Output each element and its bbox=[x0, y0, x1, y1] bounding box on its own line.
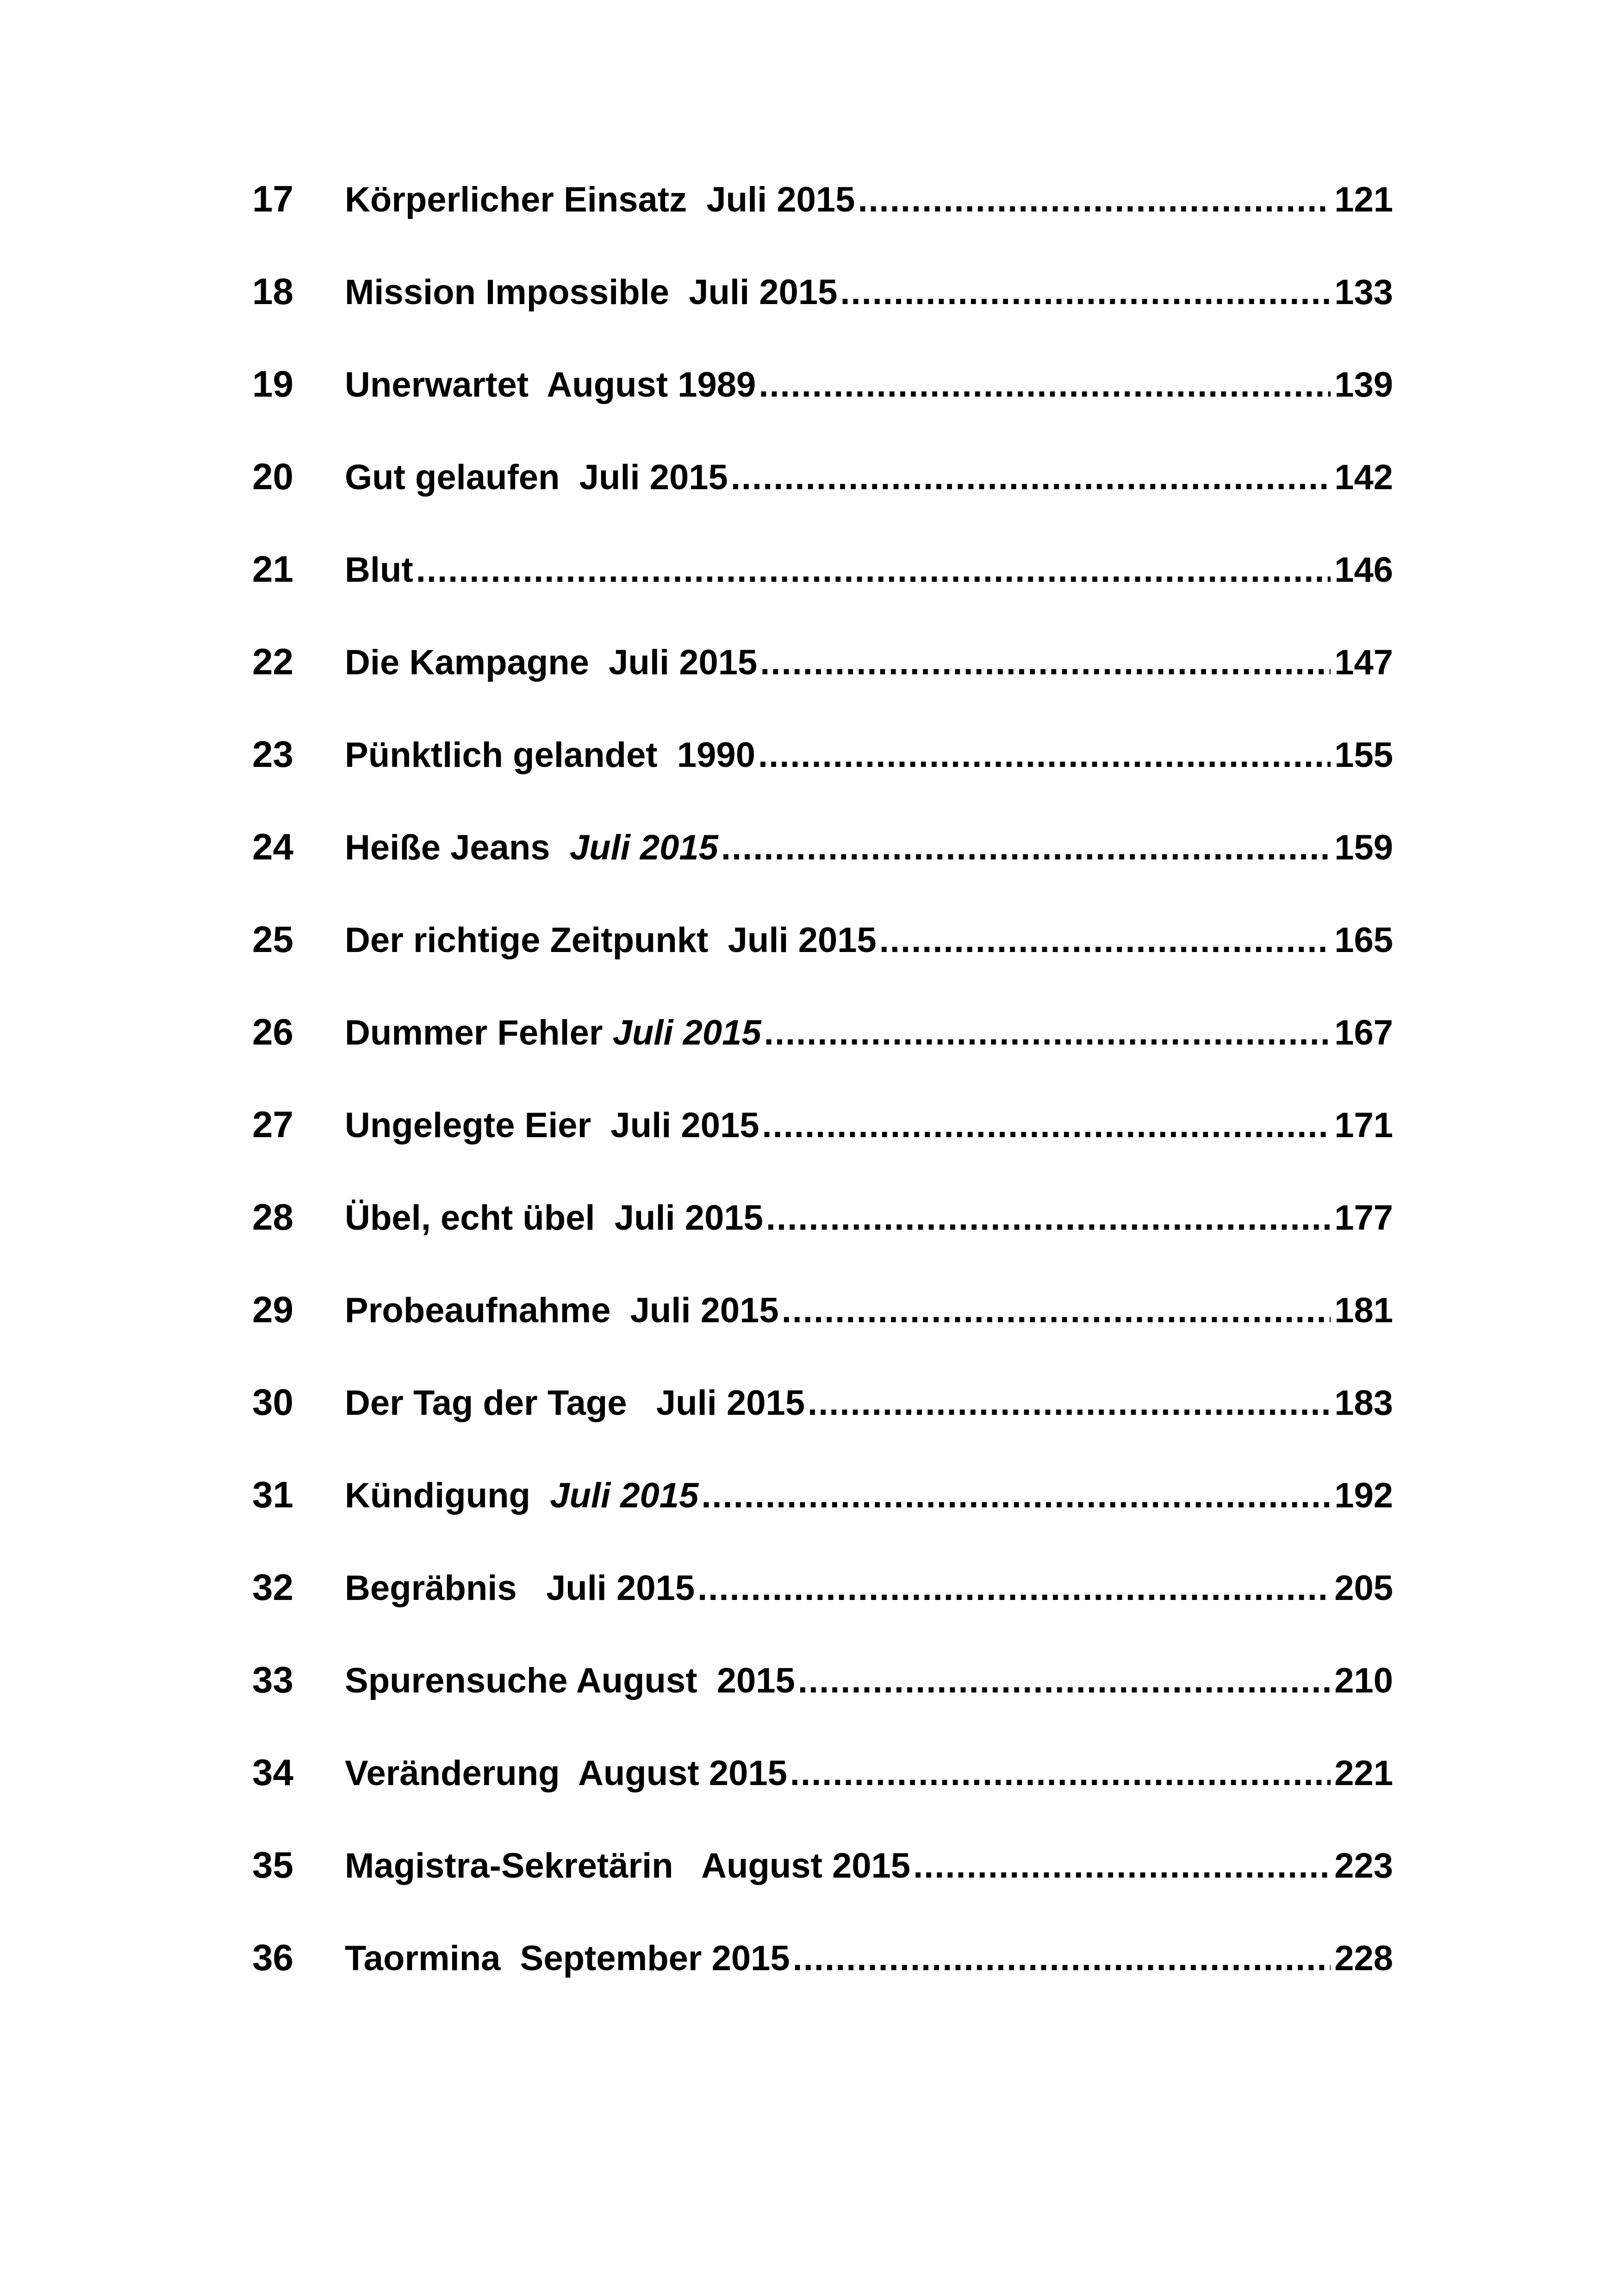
entry-date: Juli 2015 bbox=[609, 643, 758, 682]
entry-heading bbox=[345, 1558, 695, 1618]
entry-heading bbox=[345, 1281, 779, 1341]
entry-number: 25 bbox=[252, 919, 293, 960]
entry-date: August 1989 bbox=[547, 365, 756, 404]
entry-heading bbox=[345, 1188, 763, 1248]
entry-page-number: 171 bbox=[1334, 1106, 1393, 1145]
entry-number: 21 bbox=[252, 548, 293, 590]
entry-number: 30 bbox=[252, 1381, 293, 1423]
entry-title: Gut gelaufen bbox=[345, 458, 579, 497]
entry-number: 19 bbox=[252, 363, 293, 404]
entry-title: Körperlicher Einsatz bbox=[345, 180, 707, 219]
entry-heading bbox=[345, 818, 718, 878]
entry-title: Pünktlich gelandet bbox=[345, 735, 677, 775]
dot-leader bbox=[416, 540, 1331, 600]
entry-date: Juli 2015 bbox=[728, 921, 877, 960]
toc-entry bbox=[252, 1465, 1393, 1557]
entry-date: Juli 2015 bbox=[610, 1106, 759, 1145]
entry-title: Übel, echt übel bbox=[345, 1198, 615, 1238]
entry-heading bbox=[345, 1466, 698, 1526]
entry-title: Die Kampagne bbox=[345, 643, 609, 682]
entry-number: 24 bbox=[252, 826, 293, 867]
dot-leader bbox=[721, 818, 1331, 878]
entry-page-number: 147 bbox=[1334, 643, 1393, 682]
entry-heading bbox=[345, 1373, 805, 1433]
entry-page-number: 177 bbox=[1334, 1198, 1393, 1238]
entry-page-number: 142 bbox=[1334, 458, 1393, 497]
entry-title: Begräbnis bbox=[345, 1568, 546, 1608]
dot-leader bbox=[798, 1651, 1331, 1711]
entry-heading bbox=[345, 1836, 910, 1896]
entry-date: Juli 2015 bbox=[550, 1476, 699, 1515]
toc-entry bbox=[252, 169, 1393, 261]
entry-heading bbox=[345, 1743, 787, 1804]
entry-page-number: 221 bbox=[1334, 1754, 1393, 1793]
toc-entry bbox=[252, 1095, 1393, 1187]
toc-entry bbox=[252, 447, 1393, 539]
entry-heading bbox=[345, 540, 413, 600]
entry-heading bbox=[345, 910, 877, 971]
dot-leader bbox=[790, 1743, 1331, 1804]
dot-leader bbox=[701, 1466, 1331, 1526]
entry-date: August 2015 bbox=[578, 1754, 787, 1793]
dot-leader bbox=[808, 1373, 1331, 1433]
entry-title: Der Tag der Tage bbox=[345, 1383, 656, 1423]
entry-page-number: 167 bbox=[1334, 1013, 1393, 1052]
entry-page-number: 181 bbox=[1334, 1291, 1393, 1330]
entry-heading bbox=[345, 355, 756, 415]
toc-entry bbox=[252, 1650, 1393, 1742]
entry-page-number: 133 bbox=[1334, 273, 1393, 312]
toc-entry bbox=[252, 354, 1393, 447]
entry-page-number: 192 bbox=[1334, 1476, 1393, 1515]
toc-entry bbox=[252, 909, 1393, 1002]
entry-date: Juli 2015 bbox=[546, 1568, 695, 1608]
entry-page-number: 121 bbox=[1334, 180, 1393, 219]
entry-number: 36 bbox=[252, 1937, 293, 1978]
entry-number: 28 bbox=[252, 1196, 293, 1238]
entry-title: Spurensuche bbox=[345, 1661, 576, 1700]
entry-date: Juli 2015 bbox=[689, 273, 838, 312]
toc-entry bbox=[252, 1928, 1393, 2020]
entry-number: 18 bbox=[252, 271, 293, 312]
dot-leader bbox=[762, 1095, 1331, 1156]
toc-entry bbox=[252, 632, 1393, 724]
entry-number: 33 bbox=[252, 1659, 293, 1700]
entry-page-number: 210 bbox=[1334, 1661, 1393, 1700]
entry-page-number: 228 bbox=[1334, 1939, 1393, 1978]
entry-title: Taormina bbox=[345, 1939, 520, 1978]
entry-title: Kündigung bbox=[345, 1476, 550, 1515]
entry-title: Mission Impossible bbox=[345, 273, 689, 312]
dot-leader bbox=[697, 1558, 1331, 1618]
entry-title: Veränderung bbox=[345, 1754, 578, 1793]
entry-date: 1990 bbox=[677, 735, 755, 775]
entry-number: 23 bbox=[252, 734, 293, 775]
entry-title: Magistra-Sekretärin bbox=[345, 1846, 702, 1885]
toc-entry bbox=[252, 1372, 1393, 1465]
entry-title: Unerwartet bbox=[345, 365, 547, 404]
entry-number: 29 bbox=[252, 1289, 293, 1330]
entry-page-number: 155 bbox=[1334, 735, 1393, 775]
toc-entry bbox=[252, 1742, 1393, 1835]
toc-entry bbox=[252, 1835, 1393, 1928]
toc-entry bbox=[252, 1187, 1393, 1280]
dot-leader bbox=[731, 448, 1331, 508]
entry-title: Dummer Fehler bbox=[345, 1013, 613, 1052]
entry-page-number: 146 bbox=[1334, 550, 1393, 590]
entry-date: Juli 2015 bbox=[612, 1013, 761, 1052]
entry-heading bbox=[345, 448, 728, 508]
entry-date: Juli 2015 bbox=[579, 458, 728, 497]
entry-number: 26 bbox=[252, 1011, 293, 1052]
dot-leader bbox=[759, 355, 1331, 415]
toc-entry bbox=[252, 724, 1393, 817]
dot-leader bbox=[858, 170, 1331, 230]
entry-date: September 2015 bbox=[520, 1939, 790, 1978]
toc-entry bbox=[252, 817, 1393, 909]
entry-title: Heiße Jeans bbox=[345, 828, 570, 867]
entry-title: Ungelegte Eier bbox=[345, 1106, 611, 1145]
toc-entry bbox=[252, 539, 1393, 632]
toc-entry bbox=[252, 1280, 1393, 1372]
table-of-contents bbox=[252, 169, 1393, 2020]
entry-heading bbox=[345, 1095, 759, 1156]
entry-heading bbox=[345, 262, 837, 323]
dot-leader bbox=[793, 1929, 1331, 1989]
entry-heading bbox=[345, 1929, 790, 1989]
entry-number: 35 bbox=[252, 1844, 293, 1885]
entry-heading bbox=[345, 1003, 761, 1063]
entry-page-number: 159 bbox=[1334, 828, 1393, 867]
entry-date: Juli 2015 bbox=[706, 180, 855, 219]
entry-number: 17 bbox=[252, 178, 293, 219]
toc-entry bbox=[252, 261, 1393, 354]
entry-title: Der richtige Zeitpunkt bbox=[345, 921, 728, 960]
entry-number: 20 bbox=[252, 456, 293, 497]
entry-number: 32 bbox=[252, 1567, 293, 1608]
dot-leader bbox=[782, 1281, 1331, 1341]
entry-number: 22 bbox=[252, 641, 293, 682]
dot-leader bbox=[879, 910, 1331, 971]
dot-leader bbox=[913, 1836, 1331, 1896]
entry-date: Juli 2015 bbox=[614, 1198, 763, 1238]
entry-heading bbox=[345, 1651, 795, 1711]
entry-page-number: 205 bbox=[1334, 1568, 1393, 1608]
entry-heading bbox=[345, 725, 755, 785]
entry-page-number: 139 bbox=[1334, 365, 1393, 404]
dot-leader bbox=[760, 633, 1331, 693]
entry-heading bbox=[345, 170, 855, 230]
dot-leader bbox=[840, 262, 1331, 323]
entry-number: 31 bbox=[252, 1474, 293, 1515]
entry-title: Probeaufnahme bbox=[345, 1291, 630, 1330]
dot-leader bbox=[766, 1188, 1331, 1248]
entry-page-number: 183 bbox=[1334, 1383, 1393, 1423]
dot-leader bbox=[758, 725, 1331, 785]
dot-leader bbox=[764, 1003, 1331, 1063]
toc-entry bbox=[252, 1002, 1393, 1095]
entry-date: August 2015 bbox=[576, 1661, 795, 1700]
entry-date: August 2015 bbox=[701, 1846, 911, 1885]
toc-entry bbox=[252, 1557, 1393, 1650]
entry-date: Juli 2015 bbox=[630, 1291, 779, 1330]
entry-date: Juli 2015 bbox=[656, 1383, 805, 1423]
entry-date: Juli 2015 bbox=[569, 828, 718, 867]
entry-heading bbox=[345, 633, 757, 693]
entry-page-number: 223 bbox=[1334, 1846, 1393, 1885]
entry-title: Blut bbox=[345, 550, 413, 590]
entry-number: 27 bbox=[252, 1104, 293, 1145]
entry-number: 34 bbox=[252, 1752, 293, 1793]
entry-page-number: 165 bbox=[1334, 921, 1393, 960]
